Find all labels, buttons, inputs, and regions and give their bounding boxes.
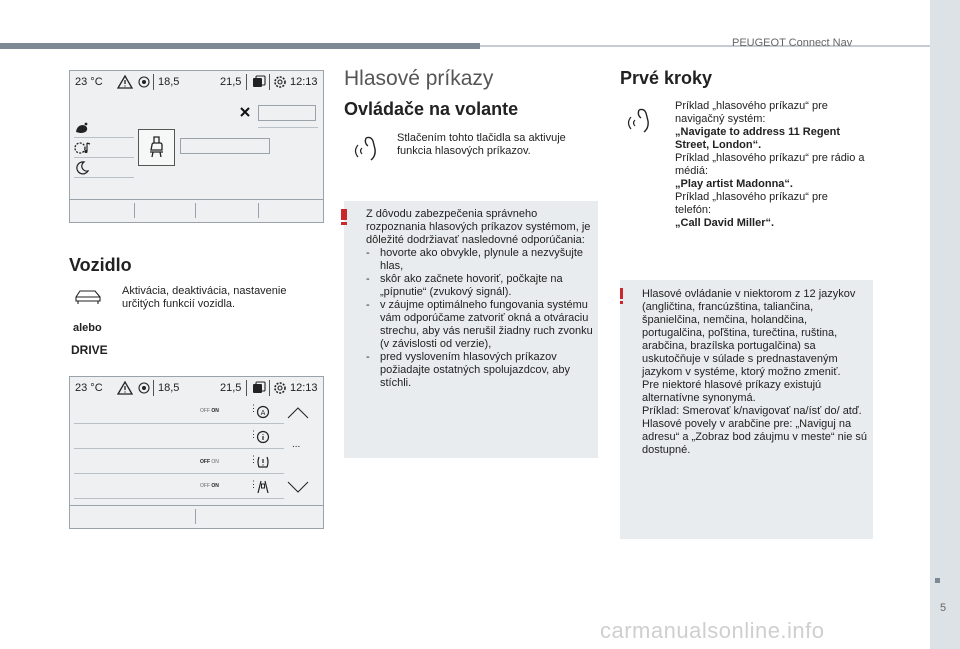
note-item: - skôr ako začnete hovoriť, počkajte na „pípnutie“ (zvukový signál). [366, 273, 594, 299]
voice-command-icon [625, 105, 655, 135]
note-intro: Z dôvodu zabezpečenia správneho rozpoznania hlasových príkazov systémom, je dôležité dodržiavať nasledovné odporúčania: [366, 208, 591, 246]
or-label: alebo [73, 322, 102, 334]
right-temp-2: 21,5 [220, 382, 242, 394]
vehicle-description: Aktivácia, deaktivácia, nastavenie určitých funkcií vozidla. [122, 285, 287, 310]
warning-icon [117, 381, 133, 395]
seat-icon [148, 136, 166, 158]
clock: 12:13 [290, 76, 318, 88]
drive-label: DRIVE [71, 343, 108, 357]
note-item: - hovorte ako obvykle, plynule a nezvyšujte hlas, [366, 247, 594, 273]
voice-commands-title: Hlasové príkazy [344, 67, 494, 90]
watermark: carmanualsonline.info [600, 618, 825, 643]
status-bar [70, 71, 323, 93]
example-nav-command: „Navigate to address 11 Regent Street, London“. [675, 126, 841, 151]
warning-mark-icon [620, 288, 623, 299]
scroll-down-icon[interactable] [287, 481, 309, 493]
warning-mark-dot [620, 301, 623, 304]
note-item: - pred vyslovením hlasových príkazov požiadajte ostatných spolujazdcov, aby stíchli. [366, 351, 594, 390]
example-radio-command: „Play artist Madonna“. [675, 178, 793, 190]
lane-assist-icon[interactable] [256, 480, 270, 494]
scroll-up-icon[interactable] [287, 407, 309, 419]
night-mode-icon[interactable] [75, 161, 89, 175]
example-nav-label: Príklad „hlasového príkazu“ pre navigačný systém: [675, 100, 828, 125]
driver-profile-button[interactable] [138, 129, 175, 166]
first-steps-heading: Prvé kroky [620, 68, 713, 88]
language-note-text: Hlasové ovládanie v niektorom z 12 jazykov (angličtina, francúzština, taliančina, španielčina, nemčina, holandčina, portugalčina, poľština, turečtina, ruština, arabčina, brazílska portugalčina) sa uskutočňuje v súlade s prednastaveným jazykom v systéme, ktorý možno zmeniť. Pre niektoré hlasové príkazy existujú alternatívne synonymá. Príklad: Smerovať k/navigovať na/ísť do/ atď. Hlasové povely v arabčine pre: „Naviguj na adresu“ a „Zobraz bod záujmu v meste“ nie sú dostupné. [642, 288, 867, 456]
example-radio-label: Príklad „hlasového príkazu“ pre rádio a médiá: [675, 152, 865, 177]
language-note [620, 280, 873, 539]
note-item: - v záujme optimálneho fungovania systému vám odporúčame zatvoriť okná a otváraciu strechu, aby vás nerušil žiadny ruch zvonku (v závislosti od verzie), [366, 299, 594, 351]
location-icon [138, 76, 150, 88]
info-icon[interactable] [256, 430, 270, 444]
warning-mark-dot [344, 222, 347, 225]
page-marker [935, 578, 940, 583]
car-icon [74, 287, 102, 307]
more-icon[interactable]: ... [292, 439, 301, 450]
voice-command-icon [352, 133, 382, 163]
page-number: 5 [939, 602, 947, 614]
screen-vehicle-menu [69, 70, 324, 223]
toggle-row-1[interactable]: OFF ON [200, 408, 219, 414]
search-field[interactable] [258, 105, 316, 121]
left-temp-2: 18,5 [158, 382, 180, 394]
ambience-icon[interactable] [74, 121, 90, 135]
toggle-row-3[interactable]: OFF ON [200, 459, 219, 465]
outside-temp-2: 23 °C [75, 382, 103, 394]
dots-icon: ⋮ [249, 454, 258, 464]
wheel-controls-desc: Stlačením tohto tlačidla sa aktivuje funkcia hlasových príkazov. [397, 132, 566, 157]
voice-recommendations-note [344, 201, 598, 458]
close-icon[interactable] [240, 107, 250, 117]
preset-field[interactable] [180, 138, 270, 154]
header-title: PEUGEOT Connect Nav [732, 37, 853, 49]
tyre-warning-icon[interactable] [256, 455, 270, 469]
toggle-row-4[interactable]: OFF ON [200, 483, 219, 489]
phone-icon [252, 381, 266, 395]
example-phone-command: „Call David Miller“. [675, 217, 775, 229]
example-phone-label: Príklad „hlasového príkazu“ pre telefón: [675, 191, 828, 216]
dots-icon: ⋮ [249, 479, 258, 489]
dots-icon: ⋮ [249, 403, 258, 413]
right-temp: 21,5 [220, 76, 242, 88]
voice-examples [675, 100, 865, 230]
settings-icon [273, 381, 287, 395]
dots-icon: ⋮ [249, 429, 258, 439]
music-settings-icon[interactable] [74, 141, 92, 155]
location-icon [138, 382, 150, 394]
vehicle-heading: Vozidlo [69, 255, 132, 275]
warning-icon [117, 75, 133, 89]
screen-drive-menu [69, 376, 324, 529]
outside-temp: 23 °C [75, 76, 103, 88]
svg-text:A: A [260, 409, 266, 417]
status-bar-2 [70, 377, 323, 399]
phone-icon [252, 75, 266, 89]
clock-2: 12:13 [290, 382, 318, 394]
header-rule-light [480, 45, 930, 47]
warning-mark-icon [344, 209, 347, 220]
settings-icon [273, 75, 287, 89]
wheel-controls-heading: Ovládače na volante [344, 99, 519, 119]
auto-light-icon[interactable] [256, 405, 270, 419]
left-temp: 18,5 [158, 76, 180, 88]
header-rule-dark [0, 43, 480, 49]
side-strip [930, 0, 960, 649]
